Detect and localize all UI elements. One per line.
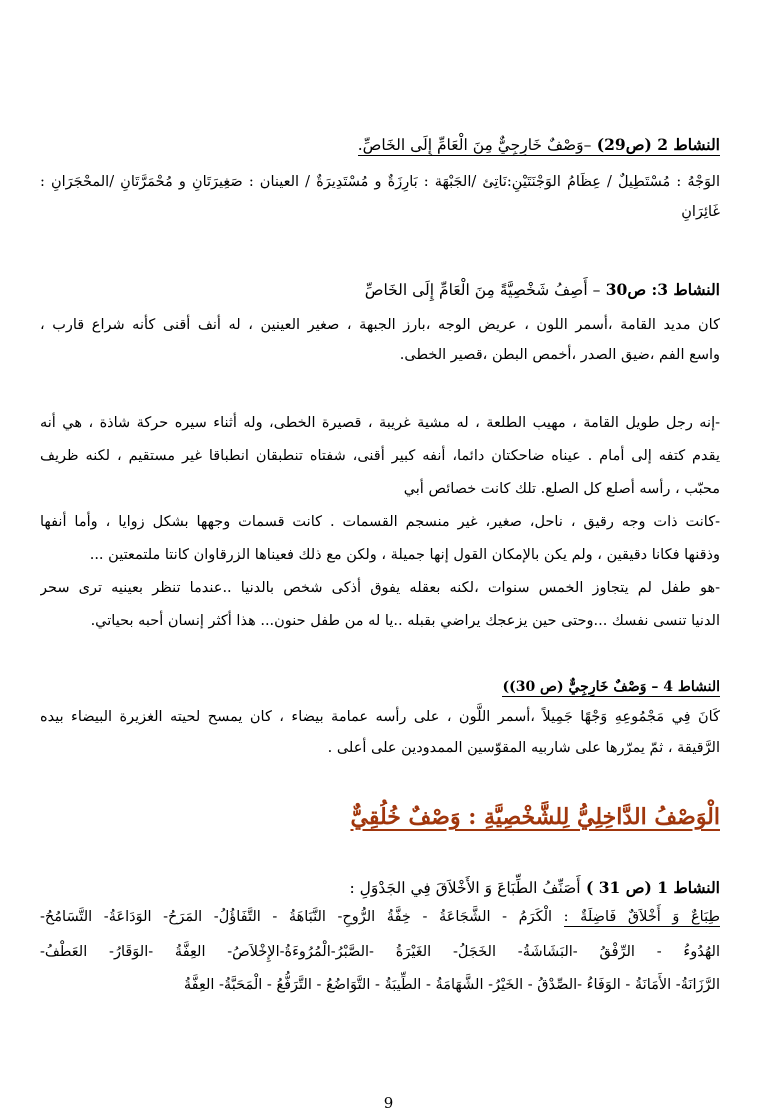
activity3-title: – أَصِفُ شَخْصِيَّةً مِنَ الْعَامِّ إِلَى الخَاصِّ: [364, 281, 601, 299]
activity4-label: النشاط 4: [663, 679, 720, 695]
activity3-p4-line1: -هو طفل لم يتجاوز الخمس سنوات ،لكنه بعقله يفوق أذكى شخص بالدنيا ..عندما تنظر بعينيه ترى سحر: [40, 580, 720, 596]
activity1-traits-line3: الرَّزَانَةُ- الأَمَانَةُ - الوَفَاءُ -الصِّدْقُ - الخَيْرُ- الشَّهَامَةُ - الطِّيبَةُ - التَّوَاضُعُ - التَّرَفُّعُ - الْمَحَبَّةُ- العِفَّةُ: [183, 977, 720, 993]
activity1-traits-line2: الهُدُوءُ - الرِّفْقُ -البَشَاشَةُ- الخَجَلُ- الغَيْرَةُ -الصَّبْرُ-الْمُرُوءَةُ-الإِخْلاَصُ- العِفَّةُ -الوَقَارُ- العَطْفُ-: [40, 944, 720, 960]
activity3-p3-line2: وذقنها فكانا دقيقين ، ولم يكن بالإمكان القول إنها جميلة ، ولكن مع ذلك فعيناها الزرقاوان كانتا ملتمعتين ...: [89, 547, 720, 563]
activity4-title: – وَصْفٌ خَارِجِيٌّ: [568, 679, 659, 695]
activity4-heading-underlined: [502, 679, 720, 697]
activity3-heading: [40, 275, 720, 305]
activity1-title: أَصَنِّفُ الطِّبَاعَ وَ الأَخْلاَقَ فِي الجَدْوَلِ :: [349, 879, 581, 897]
activity3-label: النشاط 3:: [651, 280, 720, 299]
activity3-p2-line1: -إنه رجل طويل القامة ، مهيب الطلعة ، له مشية غريبة ، قصيرة الخطى، وله أثناء سيره حركة شاذة ، هي أنه: [40, 415, 720, 431]
activity3-p3-line1: -كانت ذات وجه رقيق ، ناحل، صغير، غير منسجم القسمات . كانت قسمات وجهها بشكل زوايا ، وأما أنفها: [40, 514, 720, 530]
traits-label: طِبَاعٌ وَ أَخْلاَقٌ فَاضِلَةٌ :: [563, 909, 720, 925]
activity2-label: النشاط 2: [657, 135, 720, 154]
page-number: 9: [383, 1094, 394, 1112]
activity1-heading: [40, 873, 720, 903]
activity1-page-ref: (ص 31 ): [586, 878, 652, 897]
activity3-p4-line2: الدنيا تنسى نفسك ...وحتى حين يزعجك يراضي بقبله ..يا له من طفل حنون... هذا أكثر إنسان أحبه بحياتي.: [90, 613, 720, 629]
activity2-page-ref: (ص29): [596, 135, 652, 154]
activity2-line1: الوَجْهُ : مُسْتَطِيلٌ / عِظَامُ الوَجْنَتَيْنِ:نَاتِئ /الجَبْهَة : بَارِزَةٌ و مُسْتَدِيرَةٌ / العينان : صَغِيرَتَانِ و مُحْمَرَّتَانِ /المحْجَرَانِ :: [40, 174, 720, 190]
activity2-title: –وَصْفٌ خَارِجِيٌّ مِنَ الْعَامِّ إِلَى الخَاصِّ.: [357, 136, 592, 154]
section-title: الْوَصْفُ الدَّاخِلِيُّ لِلشَّخْصِيَّةِ : وَصْفٌ خُلُقِيٌّ: [350, 804, 720, 830]
activity2-line2: غَائِرَانِ: [681, 204, 720, 220]
activity4-line2: الرَّقيقة ، ثمّ يمرّرها على شاربيه المقوّسين الممدودين على أعلى .: [327, 740, 720, 756]
activity2-heading: [40, 130, 720, 160]
activity4-line1: كَانَ فِي مَجْمُوعِهِ وَجْهًا جَمِيلاً ،أسمر اللَّون ، على رأسه عمامة بيضاء ، كان يمسح لحيته الغزيرة البيضاء بيده: [40, 709, 720, 725]
traits-list-1: الْكَرَمُ - الشَّجَاعَةُ - خِفَّةُ الرُّوحِ- النَّبَاهَةُ - التَّفَاؤُلُ- المَرَحُ- الوَدَاعَةُ- التَّسَامُحُ-: [40, 909, 553, 925]
activity3-p1-line2: واسع الفم ،ضيق الصدر ،أخمص البطن ،قصير الخطى.: [399, 347, 720, 363]
activity1-traits-line1: [40, 902, 720, 932]
activity3-page-ref: ص30: [605, 280, 647, 299]
activity2-heading-underlined: [358, 135, 720, 156]
activity1-label: النشاط 1: [657, 878, 720, 897]
activity3-p2-line3: محبّب ، رأسه أصلع كل الصلع. تلك كانت خصائص أبي: [403, 481, 720, 497]
activity3-p1-line1: كان مديد القامة ،أسمر اللون ، عريض الوجه ،بارز الجبهة ، صغير العينين ، له أنف أقنى كأنه شراع قارب ،: [40, 317, 720, 333]
activity4-page-ref: (ص 30)): [502, 679, 564, 695]
activity4-heading: [40, 672, 720, 702]
activity3-p2-line2: يقدم كتفه إلى أمام . عيناه ضاحكتان دائما، أنفه كبير أقنى، شفتاه تنطبقان انطباقا غير مستقيم ، لكنه ظريف: [40, 448, 720, 464]
